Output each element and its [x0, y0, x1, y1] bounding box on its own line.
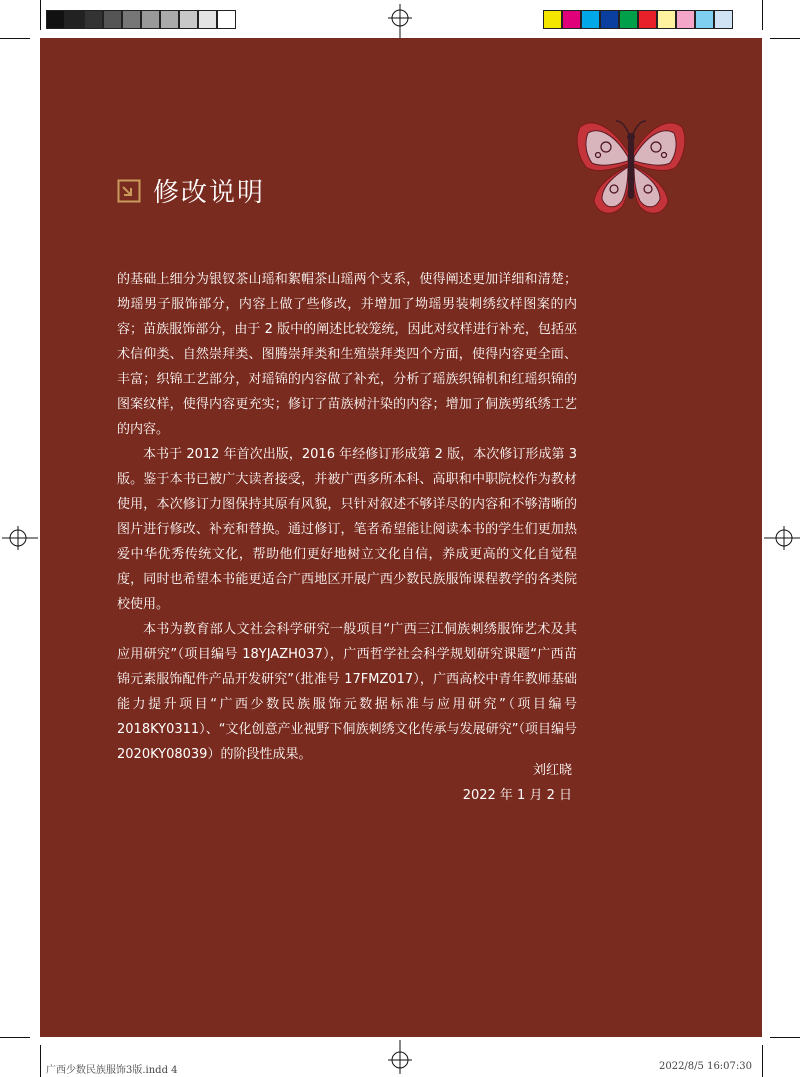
color-swatch [160, 10, 179, 29]
crop-mark [0, 38, 30, 39]
color-swatch [714, 10, 733, 29]
color-swatch [619, 10, 638, 29]
corner-bracket-icon [117, 179, 141, 203]
signature-date: 2022 年 1 月 2 日 [462, 788, 572, 803]
crop-mark [762, 1045, 763, 1077]
butterfly-embroidery-icon [572, 115, 690, 223]
author-signature: 刘红晓 [532, 763, 572, 778]
registration-mark-bottom-icon [388, 1040, 412, 1074]
paragraph: 本书于 2012 年首次出版，2016 年经修订形成第 2 版，本次修订形成第 3 版。鉴于本书已被广大读者接受，并被广西多所本科、高职和中职院校作为教材使用，本次修订力图保持其原有风貌，只针对叙述不够详尽的内容和不够清晰的图片进行修改、补充和替换。通过修订，笔者希望能让阅读本书的学生们更加热爱中华优秀传统文化，帮助他们更好地树立文化自信，养成更高的文化自觉程度，同时也希望本书能更适合广西地区开展广西少数民族服饰课程教学的各类院校使用。 [117, 447, 577, 612]
crop-mark [770, 38, 800, 39]
color-swatch [562, 10, 581, 29]
color-swatch [581, 10, 600, 29]
grayscale-color-bar [46, 10, 236, 29]
body-text [117, 267, 577, 767]
footer-file-name: 广西少数民族服饰3版.indd 4 [46, 1065, 178, 1076]
color-swatch [217, 10, 236, 29]
crop-mark [40, 0, 41, 30]
crop-mark [0, 1037, 30, 1038]
page-title: 修改说明 [153, 178, 266, 208]
registration-mark-right-icon [764, 526, 800, 550]
color-swatch [657, 10, 676, 29]
color-swatch [676, 10, 695, 29]
crop-mark [762, 0, 763, 30]
color-swatch [84, 10, 103, 29]
footer-timestamp: 2022/8/5 16:07:30 [658, 1061, 752, 1072]
crop-mark [40, 1045, 41, 1077]
color-swatch [638, 10, 657, 29]
color-swatch [103, 10, 122, 29]
color-swatch [695, 10, 714, 29]
color-swatch [46, 10, 65, 29]
paragraph: 的基础上细分为银钗茶山瑶和絮帽茶山瑶两个支系，使得阐述更加详细和清楚；坳瑶男子服饰部分，内容上做了些修改，并增加了坳瑶男装刺绣纹样图案的内容；苗族服饰部分，由于 2 版中的阐述比较笼统，因此对纹样进行补充，包括巫术信仰类、自然崇拜类、图腾崇拜类和生殖崇拜类四个方面，使得内容更全面、丰富；织锦工艺部分，对瑶锦的内容做了补充，分析了瑶族织锦机和红瑶织锦的图案纹样，使得内容更充实；修订了苗族树汁染的内容；增加了侗族剪纸绣工艺的内容。 [117, 272, 577, 437]
color-swatch [122, 10, 141, 29]
color-swatch [543, 10, 562, 29]
color-swatch [600, 10, 619, 29]
color-swatch [198, 10, 217, 29]
color-swatch [179, 10, 198, 29]
color-swatch [141, 10, 160, 29]
color-swatch [65, 10, 84, 29]
section-header [117, 172, 265, 209]
paragraph: 本书为教育部人文社会科学研究一般项目“广西三江侗族刺绣服饰艺术及其应用研究”（项目编号 18YJAZH037），广西哲学社会科学规划研究课题“广西苗锦元素服饰配件产品开发研究”（批准号 17FMZ017），广西高校中青年教师基础能力提升项目“广西少数民族服饰元数据标准与应用研究”（项目编号 2018KY0311）、“文化创意产业视野下侗族刺绣文化传承与发展研究”（项目编号 2020KY08039）的阶段性成果。 [117, 622, 577, 762]
crop-mark [770, 1037, 800, 1038]
process-color-bar [543, 10, 733, 29]
registration-mark-left-icon [2, 526, 38, 550]
registration-mark-top-icon [388, 4, 412, 38]
